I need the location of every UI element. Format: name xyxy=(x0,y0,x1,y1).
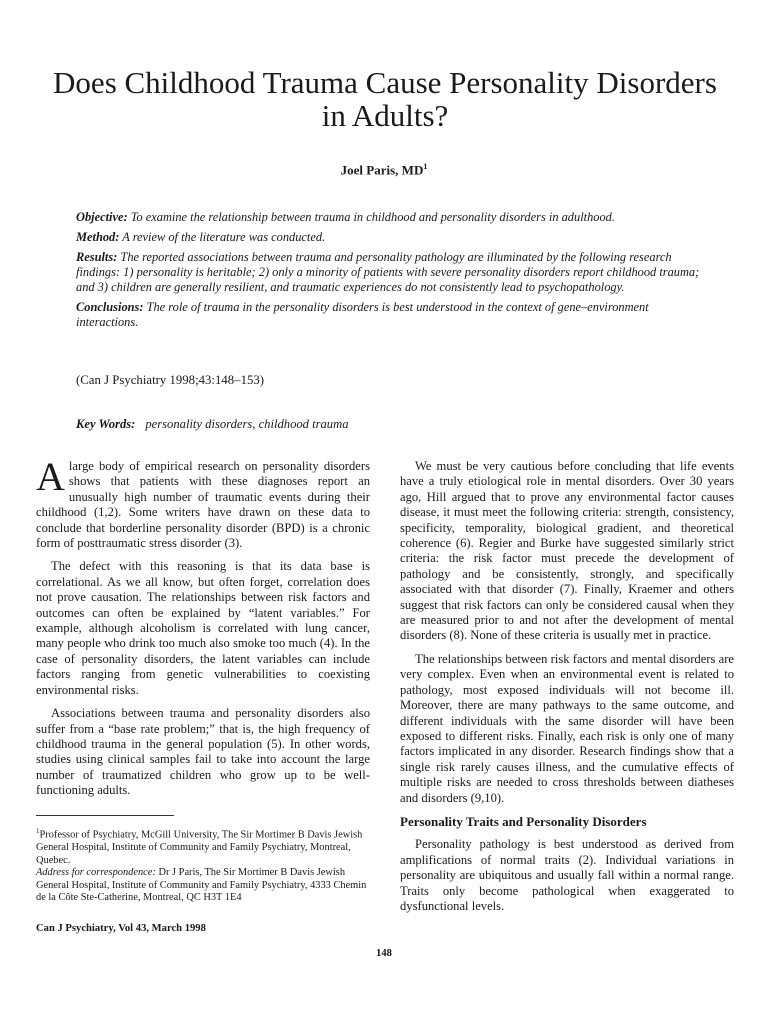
right-column xyxy=(400,459,734,922)
keywords-text: personality disorders, childhood trauma xyxy=(145,417,349,431)
author-name: Joel Paris, MD xyxy=(340,162,424,178)
results-label: Results: xyxy=(76,250,118,264)
footnote-affiliation xyxy=(36,825,370,867)
keywords xyxy=(76,417,349,432)
body-paragraph-6: Personality pathology is best understood as derived from amplifications of normal traits (2). Individual variations in personality are ubiquitous and usually fall within a normal range. Traits only become pathological when exaggerated to dysfunctional levels. xyxy=(400,837,734,913)
address-label: Address for correspondence: xyxy=(36,867,156,879)
drop-cap: A xyxy=(36,454,65,499)
objective-text: To examine the relationship between trauma in childhood and personality disorders in adulthood. xyxy=(130,210,615,224)
footnote-marker: 1 xyxy=(36,827,40,835)
abstract-objective xyxy=(76,210,708,225)
affiliation-text: Professor of Psychiatry, McGill University, The Sir Mortimer B Davis Jewish General Hospital, Institute of Community and Family Psychiatry, Montreal, Quebec. xyxy=(36,829,363,866)
conclusions-text: The role of trauma in the personality disorders is best understood in the context of gene–environment interactions. xyxy=(76,300,649,329)
address-text: Dr J Paris, The Sir Mortimer B Davis Jewish General Hospital, Institute of Community and Family Psychiatry, 4333 Chemin de la Côte Ste-Catherine, Montreal, QC H3T 1E4 xyxy=(36,867,367,904)
paragraph-1-text: large body of empirical research on personality disorders shows that patients with these diagnoses report an unusually high number of traumatic events during their childhood (1,2). Some writers have drawn on these data to conclude that borderline personality disorder (BPD) is a chronic form of posttraumatic stress disorder (3). xyxy=(36,459,370,551)
journal-line: Can J Psychiatry, Vol 43, March 1998 xyxy=(36,923,206,934)
footnote-divider xyxy=(36,815,174,816)
abstract-results xyxy=(76,250,708,295)
method-text: A review of the literature was conducted. xyxy=(122,230,326,244)
body-paragraph-5: The relationships between risk factors and mental disorders are very complex. Even when an environmental event is related to pathology, most exposed individuals will not become ill. Moreover, there are many pathways to the same outcome, and different individuals with the same disorder will have been exposed to different risks. Finally, each risk is only one of many factors implicated in any disorder. Research findings show that a single risk rarely causes illness, and the cumulative effects of multiple risks are needed to cross thresholds between diatheses and disorders (9,10). xyxy=(400,651,734,805)
citation: (Can J Psychiatry 1998;43:148–153) xyxy=(76,373,265,387)
abstract-conclusions xyxy=(76,300,708,330)
section-heading: Personality Traits and Personality Disorders xyxy=(400,813,647,829)
objective-label: Objective: xyxy=(76,210,128,224)
abstract-method xyxy=(76,230,708,245)
page-number: 148 xyxy=(376,948,392,959)
article-title: Does Childhood Trauma Cause Personality Disorders in Adults? xyxy=(53,65,717,133)
method-label: Method: xyxy=(76,230,120,244)
body-paragraph-2: The defect with this reasoning is that its data base is correlational. As we all know, but often forget, correlation does not prove causation. The relationships between risk factors and outcomes can often be explained by “latent variables.” For example, although alcoholism is correlated with lung cancer, many people who drink too much also smoke too much (4). In the case of personality disorders, the latent variables can include factors ranging from genetic vulnerabilities to coexisting environmental risks. xyxy=(36,559,370,697)
body-paragraph-3: Associations between trauma and personality disorders also suffer from a “base rate problem;” that is, the high frequency of childhood trauma in the general population (5). In other words, studies using clinical samples fail to take into account the large number of traumatized children who grow up to be well-functioning adults. xyxy=(36,706,370,798)
keywords-label: Key Words: xyxy=(76,417,136,431)
author-footnote-marker: 1 xyxy=(423,162,428,171)
results-text: The reported associations between trauma and personality pathology are illuminated by the following research findings: 1) personality is heritable; 2) only a minority of patients with severe personality disorders report childhood trauma; and 3) children are generally resilient, and traumatic experiences do not consistently lead to psychopathology. xyxy=(76,250,700,294)
footnote-address xyxy=(36,867,370,905)
conclusions-label: Conclusions: xyxy=(76,300,144,314)
footnote xyxy=(36,825,370,905)
body-paragraph-4: We must be very cautious before concluding that life events have a truly etiological role in mental disorders. Over 30 years ago, Hill argued that to prove any environmental factor causes disease, it must meet the following criteria: strength, consistency, specificity, temporality, biological gradient, and theoretical coherence (6). Regier and Burke have suggested similarly strict criteria: the risk factor must precede the development of pathology and be consistently, strongly, and specifically associated with that disorder (7). Finally, Kraemer and others suggest that risk factors can only be considered causal when they are measured prior to and not after the development of mental disorders (8). None of these criteria is usually met in practice. xyxy=(400,459,734,643)
left-column xyxy=(36,454,370,807)
body-paragraph-1 xyxy=(36,454,370,551)
author-line xyxy=(0,162,768,178)
abstract xyxy=(76,210,708,335)
